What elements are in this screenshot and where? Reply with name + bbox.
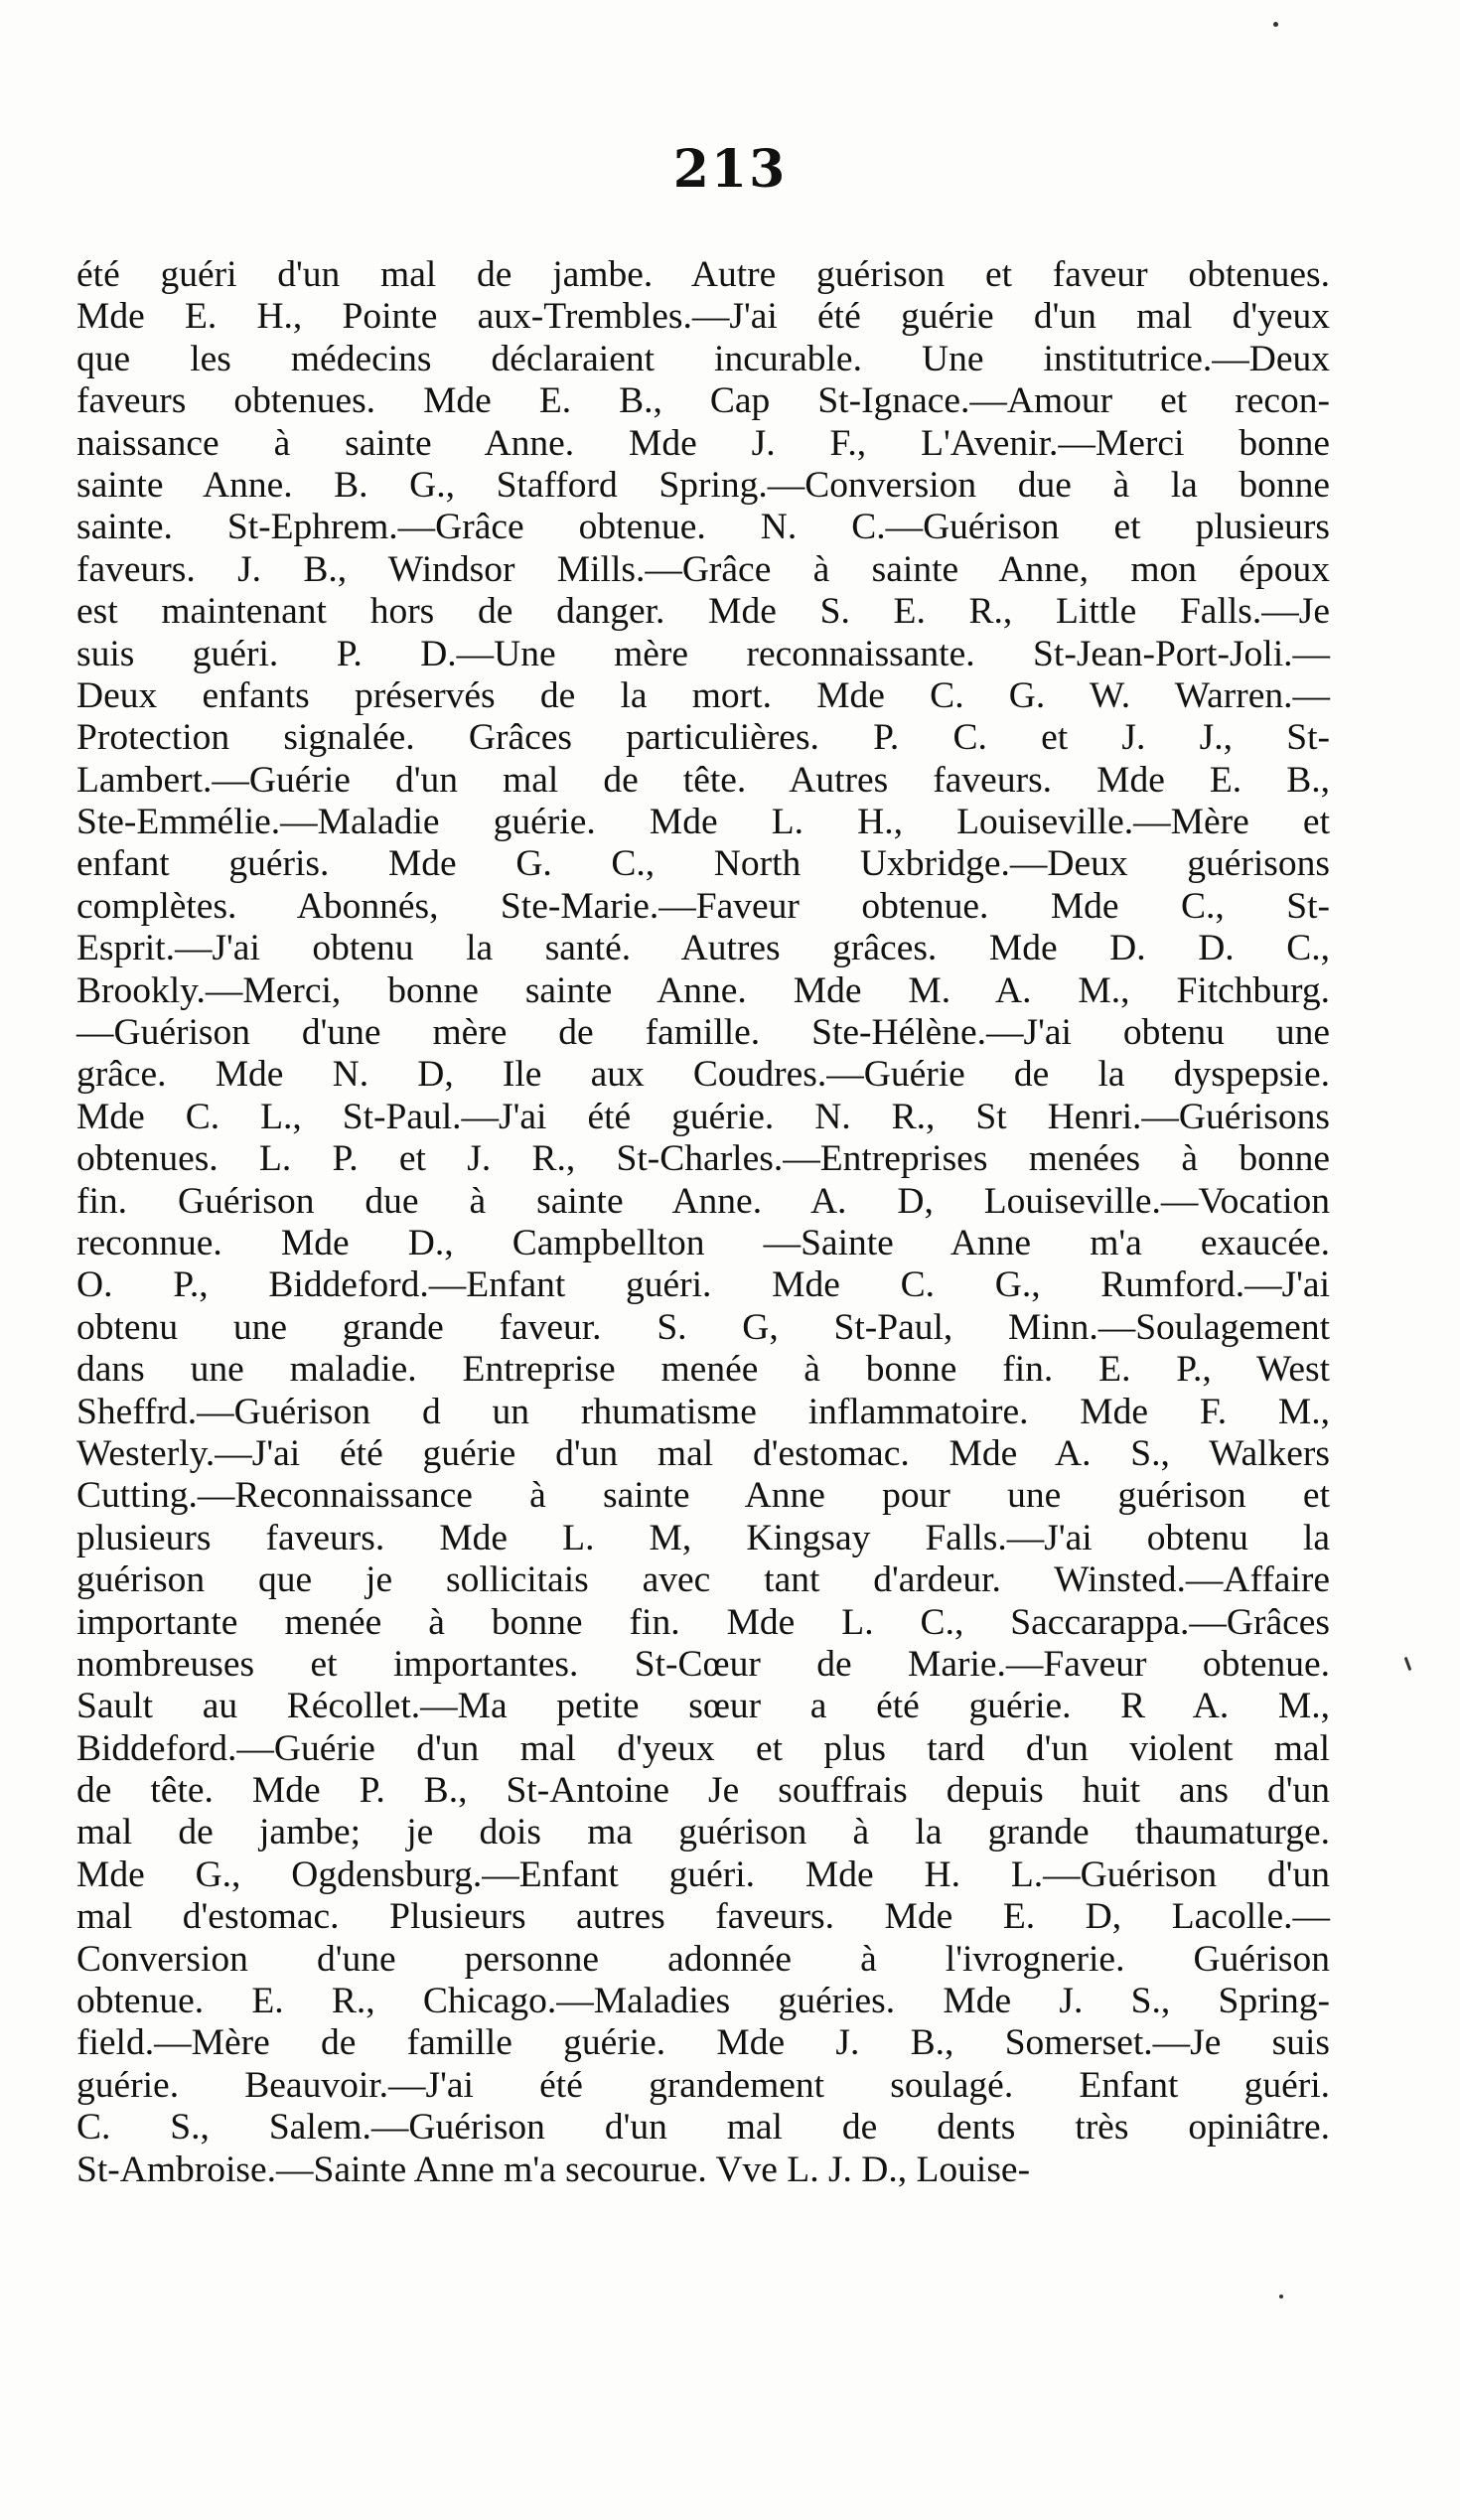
text-line: Mde G., Ogdensburg.—Enfant guéri. Mde H. L.—Guérison d'un [76, 1853, 1330, 1895]
text-line: nombreuses et importantes. St-Cœur de Marie.—Faveur obtenue. [76, 1643, 1330, 1685]
text-line: Sault au Récollet.—Ma petite sœur a été guérie. R A. M., [76, 1686, 1330, 1727]
page-number: 213 [672, 139, 788, 200]
text-line: Westerly.—J'ai été guérie d'un mal d'estomac. Mde A. S., Walkers [76, 1432, 1330, 1474]
margin-speck [1279, 2295, 1283, 2298]
text-line: naissance à sainte Anne. Mde J. F., L'Avenir.—Merci bonne [76, 422, 1330, 464]
text-line: est maintenant hors de danger. Mde S. E. R., Little Falls.—Je [76, 591, 1330, 633]
text-line: faveurs. J. B., Windsor Mills.—Grâce à sainte Anne, mon époux [76, 548, 1330, 590]
text-line: Conversion d'une personne adonnée à l'ivrognerie. Guérison [76, 1938, 1330, 1980]
text-line: que les médecins déclaraient incurable. Une institutrice.—Deux [76, 338, 1330, 379]
margin-speck [1404, 1657, 1412, 1671]
body-text [76, 254, 1330, 2191]
text-line: Biddeford.—Guérie d'un mal d'yeux et plus tard d'un violent mal [76, 1727, 1330, 1769]
text-line: Sheffrd.—Guérison d un rhumatisme inflammatoire. Mde F. M., [76, 1391, 1330, 1432]
text-line: faveurs obtenues. Mde E. B., Cap St-Ignace.—Amour et recon- [76, 380, 1330, 422]
text-line: obtenues. L. P. et J. R., St-Charles.—Entreprises menées à bonne [76, 1138, 1330, 1180]
text-line: Cutting.—Reconnaissance à sainte Anne pour une guérison et [76, 1475, 1330, 1517]
text-line: dans une maladie. Entreprise menée à bonne fin. E. P., West [76, 1349, 1330, 1391]
text-line: —Guérison d'une mère de famille. Ste-Hélène.—J'ai obtenu une [76, 1012, 1330, 1054]
text-line: Deux enfants préservés de la mort. Mde C. G. W. Warren.— [76, 674, 1330, 716]
margin-speck [1273, 22, 1278, 27]
text-line: obtenu une grande faveur. S. G, St-Paul, Minn.—Soulagement [76, 1306, 1330, 1348]
text-line: Lambert.—Guérie d'un mal de tête. Autres faveurs. Mde E. B., [76, 759, 1330, 801]
text-line: plusieurs faveurs. Mde L. M, Kingsay Falls.—J'ai obtenu la [76, 1517, 1330, 1558]
text-line: de tête. Mde P. B., St-Antoine Je souffrais depuis huit ans d'un [76, 1770, 1330, 1812]
text-line: complètes. Abonnés, Ste-Marie.—Faveur obtenue. Mde C., St- [76, 885, 1330, 927]
text-line: St-Ambroise.—Sainte Anne m'a secourue. Vve L. J. D., Louise- [76, 2149, 1031, 2190]
text-line: suis guéri. P. D.—Une mère reconnaissante. St-Jean-Port-Joli.— [76, 633, 1330, 674]
text-line: Ste-Emmélie.—Maladie guérie. Mde L. H., Louiseville.—Mère et [76, 802, 1330, 843]
text-line: obtenue. E. R., Chicago.—Maladies guéries. Mde J. S., Spring- [76, 1981, 1330, 2022]
text-line: sainte. St-Ephrem.—Grâce obtenue. N. C.—Guérison et plusieurs [76, 507, 1330, 548]
text-line: Brookly.—Merci, bonne sainte Anne. Mde M. A. M., Fitchburg. [76, 969, 1330, 1011]
text-line: O. P., Biddeford.—Enfant guéri. Mde C. G., Rumford.—J'ai [76, 1264, 1330, 1306]
text-line: mal de jambe; je dois ma guérison à la grande thaumaturge. [76, 1812, 1330, 1853]
text-line: mal d'estomac. Plusieurs autres faveurs. Mde E. D, Lacolle.— [76, 1896, 1330, 1938]
text-line: guérison que je sollicitais avec tant d'ardeur. Winsted.—Affaire [76, 1559, 1330, 1601]
text-line: grâce. Mde N. D, Ile aux Coudres.—Guérie de la dyspepsie. [76, 1054, 1330, 1096]
text-line: C. S., Salem.—Guérison d'un mal de dents très opiniâtre. [76, 2107, 1330, 2149]
text-line: importante menée à bonne fin. Mde L. C., Saccarappa.—Grâces [76, 1601, 1330, 1643]
text-line: fin. Guérison due à sainte Anne. A. D, Louiseville.—Vocation [76, 1180, 1330, 1222]
text-line: enfant guéris. Mde G. C., North Uxbridge.—Deux guérisons [76, 843, 1330, 885]
text-line: été guéri d'un mal de jambe. Autre guérison et faveur obtenues. [76, 254, 1330, 295]
text-line: Protection signalée. Grâces particulières. P. C. et J. J., St- [76, 717, 1330, 759]
text-line: guérie. Beauvoir.—J'ai été grandement soulagé. Enfant guéri. [76, 2064, 1330, 2106]
text-line: Esprit.—J'ai obtenu la santé. Autres grâces. Mde D. D. C., [76, 928, 1330, 969]
text-line: sainte Anne. B. G., Stafford Spring.—Conversion due à la bonne [76, 464, 1330, 506]
text-line: field.—Mère de famille guérie. Mde J. B., Somerset.—Je suis [76, 2022, 1330, 2064]
text-line: Mde C. L., St-Paul.—J'ai été guérie. N. R., St Henri.—Guérisons [76, 1096, 1330, 1137]
text-line: Mde E. H., Pointe aux-Trembles.—J'ai été guérie d'un mal d'yeux [76, 296, 1330, 338]
text-line: reconnue. Mde D., Campbellton —Sainte Anne m'a exaucée. [76, 1222, 1330, 1263]
